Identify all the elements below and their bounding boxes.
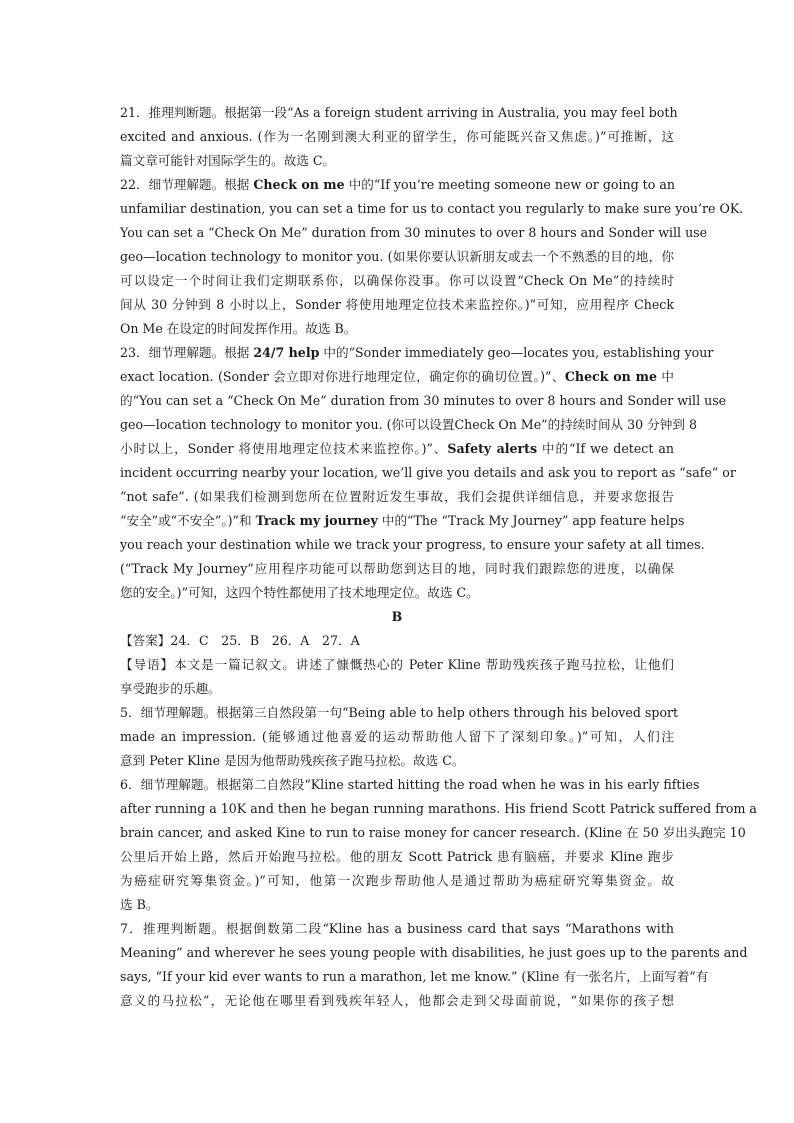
text-line bbox=[120, 725, 674, 749]
text-run: 的“You can set a “Check On Me” duration from 30 minutes to over 8 hours and Sonder will use bbox=[120, 393, 727, 408]
text-run: 中 bbox=[656, 369, 674, 384]
bold-term: Check on me bbox=[253, 177, 345, 192]
text-run: 中的“If you’re meeting someone new or going to an bbox=[344, 177, 675, 192]
text-line bbox=[120, 893, 674, 917]
text-run: made an impression. (能够通过他喜爱的运动帮助他人留下了深刻印象。)”可知，人们注 bbox=[120, 729, 674, 744]
text-line bbox=[120, 845, 674, 869]
text-line bbox=[120, 485, 674, 509]
text-line bbox=[120, 269, 674, 293]
text-run: 中的“Sonder immediately geo—locates you, establishing your bbox=[319, 345, 714, 360]
text-run: 公里后开始上路，然后开始跑马拉松。他的朋友 Scott Patrick 患有脑癌，并要求 Kline 跑步 bbox=[120, 849, 674, 864]
text-line bbox=[120, 653, 674, 677]
text-run: 中的“The “Track My Journey” app feature helps bbox=[377, 513, 685, 528]
text-run: (“Track My Journey”应用程序功能可以帮助您到达目的地，同时我们跟踪您的进度，以确保 bbox=[120, 561, 674, 576]
text-line bbox=[120, 509, 685, 533]
text-line bbox=[120, 797, 757, 821]
text-line bbox=[120, 533, 705, 557]
text-line bbox=[120, 941, 748, 965]
text-run: 为癌症研究筹集资金。)”可知，他第一次跑步帮助他人是通过帮助为癌症研究筹集资金。故 bbox=[120, 873, 674, 888]
text-run: 21．推理判断题。根据第一段“As a foreign student arriving in Australia, you may feel both bbox=[120, 105, 678, 120]
text-line bbox=[120, 245, 674, 269]
text-line bbox=[120, 413, 697, 437]
text-run: 意义的马拉松”，无论他在哪里看到残疾年轻人，他都会走到父母面前说，“如果你的孩子想 bbox=[120, 993, 674, 1008]
text-line bbox=[120, 701, 679, 725]
text-run: 选 B。 bbox=[120, 897, 159, 912]
text-run: 【导语】本文是一篇记叙文。讲述了慷慨热心的 Peter Kline 帮助残疾孩子跑马拉松，让他们 bbox=[120, 657, 674, 672]
text-run: You can set a “Check On Me” duration from 30 minutes to over 8 hours and Sonder will use bbox=[120, 225, 708, 240]
text-run: geo—location technology to monitor you. (你可以设置Check On Me”的持续时间从 30 分钟到 8 bbox=[120, 417, 697, 432]
text-line bbox=[120, 461, 736, 485]
text-line bbox=[120, 197, 744, 221]
text-run: exact location. (Sonder 会立即对你进行地理定位，确定你的确切位置。)”、 bbox=[120, 369, 565, 384]
text-run: On Me 在设定的时间发挥作用。故选 B。 bbox=[120, 321, 357, 336]
text-run: 享受跑步的乐趣。 bbox=[120, 681, 221, 696]
text-run: 22．细节理解题。根据 bbox=[120, 177, 254, 192]
text-line bbox=[120, 437, 674, 461]
text-line bbox=[120, 917, 674, 941]
text-run: Meaning” and wherever he sees young people with disabilities, he just goes up to the parents and bbox=[120, 945, 748, 960]
text-line bbox=[120, 293, 674, 317]
text-line bbox=[120, 557, 674, 581]
text-run: unfamiliar destination, you can set a time for us to contact you regularly to make sure you’re OK. bbox=[120, 201, 744, 216]
text-line bbox=[120, 749, 674, 773]
text-run: 您的安全。)”可知，这四个特性都使用了技术地理定位。故选 C。 bbox=[120, 585, 479, 600]
text-line bbox=[120, 125, 674, 149]
bold-term: Check on me bbox=[564, 369, 657, 384]
text-line bbox=[120, 869, 674, 893]
text-run: 5．细节理解题。根据第三自然段第一句“Being able to help others through his beloved sport bbox=[120, 705, 679, 720]
answer-explanation-text bbox=[120, 101, 757, 1013]
section-heading bbox=[120, 605, 674, 629]
text-line bbox=[120, 989, 674, 1013]
text-line bbox=[120, 965, 709, 989]
text-line bbox=[120, 149, 674, 173]
text-run: 可以设定一个时间让我们定期联系你，以确保你没事。你可以设置“Check On Me”的持续时 bbox=[120, 273, 674, 288]
text-run: “not safe”. (如果我们检测到您所在位置附近发生事故，我们会提供详细信息，并要求您报告 bbox=[120, 489, 674, 504]
text-run: 6．细节理解题。根据第二自然段“Kline started hitting the road when he was in his early fifties bbox=[120, 777, 700, 792]
text-line bbox=[120, 821, 746, 845]
text-run: brain cancer, and asked Kine to run to raise money for cancer research. (Kline 在 50 岁出头跑完 10 bbox=[120, 825, 746, 840]
text-run: 意到 Peter Kline 是因为他帮助残疾孩子跑马拉松。故选 C。 bbox=[120, 753, 465, 768]
text-run: excited and anxious. (作为一名刚到澳大利亚的留学生，你可能既兴奋又焦虑。)”可推断，这 bbox=[120, 129, 674, 144]
text-run: 23．细节理解题。根据 bbox=[120, 345, 254, 360]
text-line bbox=[120, 773, 700, 797]
text-line bbox=[120, 101, 678, 125]
bold-term: Track my journey bbox=[255, 513, 378, 528]
text-run: “安全”或“不安全”。)”和 bbox=[120, 513, 256, 528]
text-line bbox=[120, 317, 674, 341]
text-line bbox=[120, 173, 674, 197]
text-line bbox=[120, 629, 674, 653]
text-line bbox=[120, 389, 727, 413]
text-line bbox=[120, 341, 714, 365]
text-run: you reach your destination while we track your progress, to ensure your safety at all times. bbox=[120, 537, 705, 552]
text-line bbox=[120, 221, 708, 245]
text-run: after running a 10K and then he began running marathons. His friend Scott Patrick suffered from a bbox=[120, 801, 757, 816]
text-run: 中的“If we detect an bbox=[537, 441, 674, 456]
text-run: 【答案】24．C 25．B 26．A 27．A bbox=[120, 633, 360, 648]
text-run: geo—location technology to monitor you. (如果你要认识新朋友或去一个不熟悉的目的地，你 bbox=[120, 249, 674, 264]
bold-term: Safety alerts bbox=[447, 441, 538, 456]
text-run: 篇文章可能针对国际学生的。故选 C。 bbox=[120, 153, 336, 168]
text-run: 小时以上，Sonder 将使用地理定位技术来监控你。)”、 bbox=[120, 441, 448, 456]
text-line bbox=[120, 581, 674, 605]
text-run: B bbox=[391, 609, 403, 624]
text-run: 7．推理判断题。根据倒数第二段“Kline has a business card that says “Marathons with bbox=[120, 921, 674, 936]
text-run: 间从 30 分钟到 8 小时以上，Sonder 将使用地理定位技术来监控你。)”可知，应用程序 Check bbox=[120, 297, 674, 312]
bold-term: 24/7 help bbox=[253, 345, 320, 360]
text-run: says, “If your kid ever wants to run a marathon, let me know.” (Kline 有一张名片，上面写着“有 bbox=[120, 969, 709, 984]
text-run: incident occurring nearby your location, we’ll give you details and ask you to report as “safe” or bbox=[120, 465, 736, 480]
text-line bbox=[120, 365, 674, 389]
text-line bbox=[120, 677, 674, 701]
